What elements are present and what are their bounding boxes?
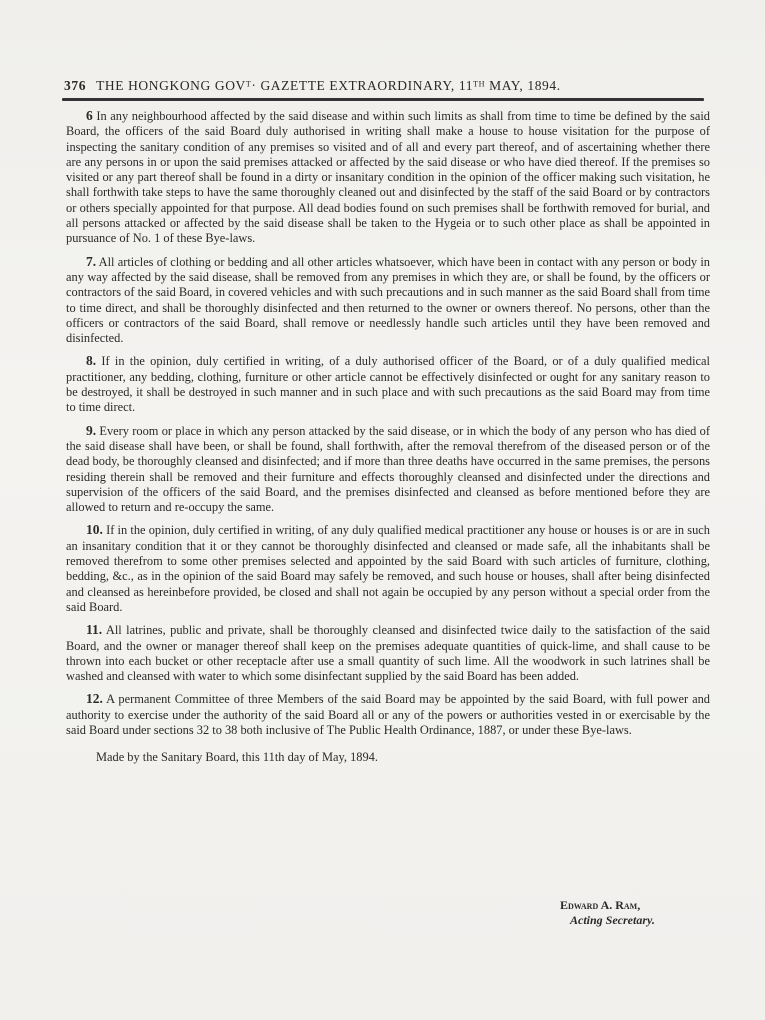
bye-law-text: In any neighbourhood affected by the said disease and within such limits as shall from time to time be defined by the said Board, the officers of the said Board duly authorised in writing shall make a house to house visitation for the purpose of inspecting the sanitary condition of any premises so visited and of all and every part thereof, and of ascertaining whether there are any persons in or upon the said premises attacked or affected by the said disease or who have died thereof. If the premises so visited or any part thereof shall be found in a dirty or insanitary condition in the opinion of the officer making such visitation, he shall forthwith take steps to have the same thoroughly cleaned out and disinfected by the staff of the said Board or by contractors or others specially appointed for that purpose. All dead bodies found on such premises shall be forthwith removed for burial, and all persons attacked or affected by the said disease shall be taken to the Hygeia or to such other place as shall be appointed in pursuance of No. 1 of these Bye-laws. [66,109,710,246]
bye-law-number: 8. [86,353,97,369]
page-number: 376 [64,78,87,93]
bye-law-number: 12. [86,691,103,707]
bye-law-12 [66,691,710,738]
signatory-name: Edward A. Ram, [560,898,641,912]
bye-law-text: A permanent Committee of three Members of the said Board may be appointed by the said Board, with full power and authority to exercise under the authority of the said Board all or any of the powers or authorities vested in or exercisable by the said Board under sections 32 to 38 both inclusive of The Public Health Ordinance, 1887, or under these Bye-laws. [66,692,710,737]
bye-law-8 [66,353,710,415]
bye-law-text: All articles of clothing or bedding and all other articles whatsoever, which have been in contact with any person or body in any way affected by the said disease, shall be removed from any premises in which they are, or shall be found, by the officers or contractors of the said Board, in covered vehicles and with such precautions and in such manner as the said Board shall from time to time direct, and shall be thoroughly disinfected and then returned to the owner or owners thereof. No persons, other than the officers or contractors of the said Board, shall remove or needlessly handle such articles until they have been removed and disinfected. [66,254,710,346]
bye-law-number: 10. [86,522,103,538]
bye-law-text: Every room or place in which any person attacked by the said disease, or in which the body of any person who has died of the said disease shall have been, or shall be found, shall forthwith, after the removal therefrom of the diseased person or of the dead body, be thoroughly cleansed and disinfected; and if more than three deaths have occurred in the same premises, the persons residing therein shall be removed and their furniture and effects thoroughly cleansed and disinfected under the directions and supervision of the officers of the said Board, and the premises disinfected and cleansed as before mentioned before they are allowed to return and re-occupy the same. [66,423,710,515]
bye-law-number: 11. [86,622,103,638]
page-header [64,78,704,94]
bye-law-text: If in the opinion, duly certified in writing, of a duly authorised officer of the Board, or of a duly qualified medical practitioner, any bedding, clothing, furniture or other article cannot be effectively disinfected or ought for any sanitary reason to be destroyed, it shall be destroyed in such manner and in such place and with such precautions as the said Board may from time to time direct. [66,354,710,415]
signatory-title: Acting Secretary. [570,913,655,927]
made-by-line: Made by the Sanitary Board, this 11th day of May, 1894. [96,750,378,765]
bye-law-number: 9. [86,422,97,438]
bye-law-11 [66,622,710,684]
bye-laws-body [66,108,710,773]
bye-law-text: All latrines, public and private, shall be thoroughly cleansed and disinfected twice daily to the satisfaction of the said Board, and the owner or manager thereof shall keep on the premises adequate quantities of quick-lime, and shall cause to be thrown into each bucket or other receptacle after use a small quantity of such lime. All the woodwork in such latrines shall be washed and cleansed with water to which some disinfectant supplied by the said Board has been added. [66,623,710,684]
header-rule [62,98,704,101]
bye-law-number: 7. [86,253,97,269]
signature-block [560,898,720,928]
bye-law-7 [66,254,710,347]
gazette-title: THE HONGKONG GOVᵀ· GAZETTE EXTRAORDINARY, 11ᵀᴴ MAY, 1894. [96,78,561,93]
bye-law-text: If in the opinion, duly certified in writing, of any duly qualified medical practitioner any house or houses is or are in such an insanitary condition that it or they cannot be thoroughly disinfected and cleansed or made safe, all the inhabitants shall be removed therefrom to some other premises selected and appointed by the said Board with such articles of furniture, clothing, bedding, &c., as in the opinion of the said Board may safely be removed, and such house or houses, shall after being disinfected and cleansed as hereinbefore provided, be closed and shall not again be occupied by any person without a special order from the said Board. [66,523,710,614]
bye-law-6 [66,108,710,247]
bye-law-9 [66,423,710,516]
bye-law-10 [66,522,710,615]
bye-law-number: 6 [86,108,93,123]
